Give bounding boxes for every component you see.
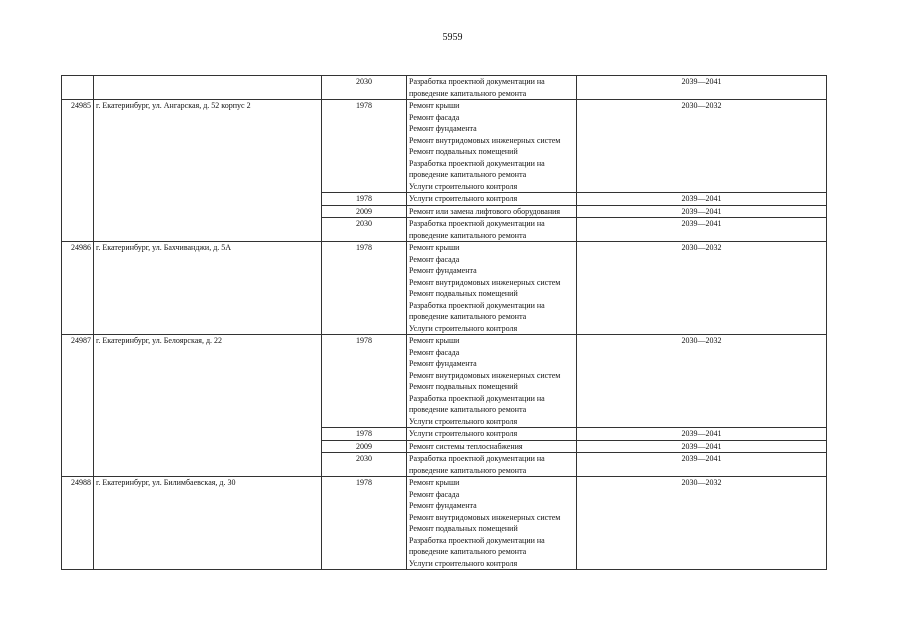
year-cell: 1978: [322, 477, 407, 570]
year-cell: 2030: [322, 453, 407, 477]
work-type: проведение капитального ремонта: [409, 312, 527, 321]
work-type: Разработка проектной документации на: [409, 454, 545, 463]
period-cell: 2039—2041: [577, 440, 827, 453]
building-address: г. Екатеринбург, ул. Билимбаевская, д. 30: [94, 477, 322, 570]
work-types-cell: [407, 218, 577, 242]
building-number: 24987: [62, 335, 94, 477]
page-number: 5959: [442, 32, 463, 43]
work-type: проведение капитального ремонта: [409, 405, 527, 414]
repair-schedule-table: [61, 75, 827, 570]
work-types-cell: [407, 76, 577, 100]
work-type: Ремонт фасада: [409, 254, 460, 264]
year-cell: 2030: [322, 218, 407, 242]
table-row: [62, 477, 827, 570]
work-type: Ремонт подвальных помещений: [409, 147, 518, 156]
work-types-cell: [407, 242, 577, 335]
work-type: Ремонт подвальных помещений: [409, 524, 518, 533]
work-type: Разработка проектной документации на: [409, 535, 545, 545]
building-number: 24985: [62, 100, 94, 242]
year-cell: 1978: [322, 100, 407, 193]
work-type: Услуги строительного контроля: [409, 194, 518, 203]
work-type: Ремонт фундамента: [409, 266, 477, 275]
work-type: Ремонт крыши: [409, 336, 460, 345]
work-types-cell: [407, 477, 577, 570]
building-address: г. Екатеринбург, ул. Белоярская, д. 22: [94, 335, 322, 477]
work-type: Ремонт фасада: [409, 112, 460, 122]
work-type: Разработка проектной документации на: [409, 219, 545, 228]
work-type: Ремонт фасада: [409, 489, 460, 499]
period-cell: 2030—2032: [577, 100, 827, 193]
period-cell: 2039—2041: [577, 76, 827, 100]
building-address: [94, 76, 322, 100]
period-cell: 2030—2032: [577, 335, 827, 428]
work-type: Услуги строительного контроля: [409, 416, 518, 426]
year-cell: 1978: [322, 335, 407, 428]
work-type: Услуги строительного контроля: [409, 558, 518, 568]
work-types-cell: [407, 205, 577, 218]
work-type: Ремонт крыши: [409, 101, 460, 110]
work-type: проведение капитального ремонта: [409, 547, 527, 556]
table-body: [62, 76, 827, 570]
table-row: [62, 242, 827, 335]
work-type: Ремонт внутридомовых инженерных систем: [409, 135, 561, 145]
work-type: Ремонт внутридомовых инженерных систем: [409, 512, 561, 522]
period-cell: 2039—2041: [577, 218, 827, 242]
work-type: Ремонт крыши: [409, 478, 460, 487]
work-type: Услуги строительного контроля: [409, 181, 518, 191]
period-cell: 2030—2032: [577, 242, 827, 335]
period-cell: 2039—2041: [577, 428, 827, 441]
work-types-cell: [407, 428, 577, 441]
work-type: Ремонт подвальных помещений: [409, 289, 518, 298]
work-types-cell: [407, 453, 577, 477]
work-type: Ремонт фундамента: [409, 501, 477, 510]
table-row: [62, 335, 827, 428]
building-number: 24988: [62, 477, 94, 570]
work-type: Ремонт системы теплоснабжения: [409, 441, 523, 451]
period-cell: 2039—2041: [577, 205, 827, 218]
work-type: проведение капитального ремонта: [409, 170, 527, 179]
work-type: Ремонт крыши: [409, 243, 460, 252]
building-address: г. Екатеринбург, ул. Ангарская, д. 52 корпус 2: [94, 100, 322, 242]
period-cell: 2030—2032: [577, 477, 827, 570]
table-row: [62, 76, 827, 100]
work-type: Разработка проектной документации на: [409, 300, 545, 310]
year-cell: 2009: [322, 205, 407, 218]
work-type: Ремонт подвальных помещений: [409, 382, 518, 391]
work-types-cell: [407, 100, 577, 193]
period-cell: 2039—2041: [577, 193, 827, 206]
work-type: Ремонт внутридомовых инженерных систем: [409, 277, 561, 287]
work-types-cell: [407, 193, 577, 206]
work-type: Ремонт фундамента: [409, 359, 477, 368]
work-type: Услуги строительного контроля: [409, 429, 518, 438]
year-cell: 2030: [322, 76, 407, 100]
period-cell: 2039—2041: [577, 453, 827, 477]
table-row: [62, 100, 827, 193]
work-types-cell: [407, 335, 577, 428]
work-type: Ремонт фундамента: [409, 124, 477, 133]
work-type: проведение капитального ремонта: [409, 230, 527, 240]
year-cell: 2009: [322, 440, 407, 453]
building-number: 24986: [62, 242, 94, 335]
work-type: Ремонт фасада: [409, 347, 460, 357]
work-type: проведение капитального ремонта: [409, 88, 527, 98]
work-type: Разработка проектной документации на: [409, 77, 545, 86]
year-cell: 1978: [322, 428, 407, 441]
work-type: проведение капитального ремонта: [409, 465, 527, 475]
work-type: Ремонт внутридомовых инженерных систем: [409, 370, 561, 380]
work-types-cell: [407, 440, 577, 453]
year-cell: 1978: [322, 193, 407, 206]
work-type: Ремонт или замена лифтового оборудования: [409, 206, 561, 216]
year-cell: 1978: [322, 242, 407, 335]
building-address: г. Екатеринбург, ул. Бахчиванджи, д. 5А: [94, 242, 322, 335]
building-number: [62, 76, 94, 100]
work-type: Разработка проектной документации на: [409, 158, 545, 168]
work-type: Услуги строительного контроля: [409, 323, 518, 333]
work-type: Разработка проектной документации на: [409, 393, 545, 403]
